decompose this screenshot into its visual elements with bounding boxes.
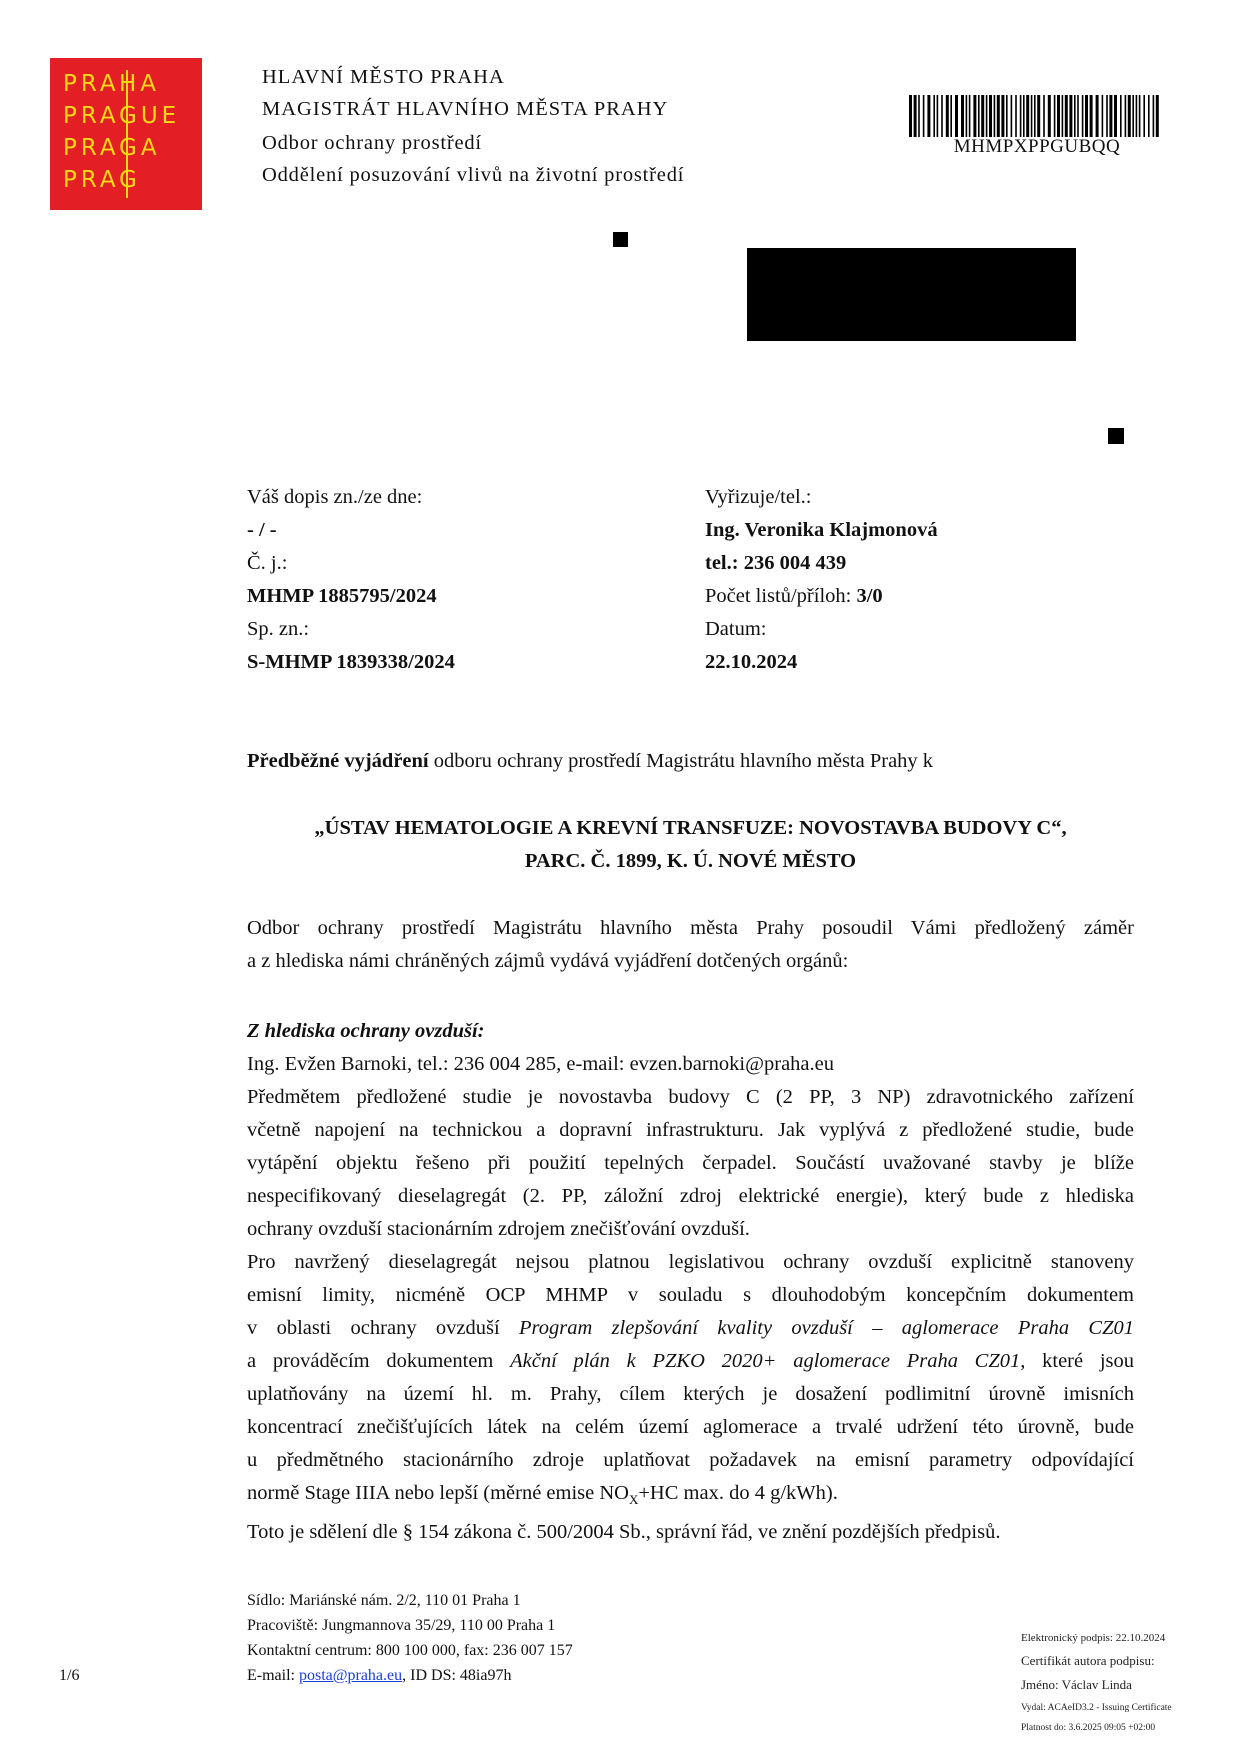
id-ds: , ID DS: 48ia97h: [402, 1667, 512, 1684]
text-line: Odbor ochrany prostředí Magistrátu hlavního města Prahy posoudil Vámi předložený záměr: [247, 917, 1134, 939]
handler-label: Vyřizuje/tel.:: [705, 486, 812, 508]
barcode-bar: [1102, 95, 1104, 137]
barcode-image: [909, 95, 1165, 137]
text-line: Předmětem předložené studie je novostavba budovy C (2 PP, 3 NP) zdravotnického zařízení: [247, 1086, 1134, 1108]
text-line: vytápění objektu řešeno při použití tepelných čerpadel. Součástí uvažované stavby je blíže: [247, 1152, 1134, 1174]
barcode-bar: [933, 95, 935, 137]
date-value: 22.10.2024: [705, 651, 798, 673]
barcode-bar: [1034, 95, 1036, 137]
logo-row: [63, 133, 161, 163]
date-label: Datum:: [705, 618, 767, 640]
your-letter-label: Váš dopis zn./ze dne:: [247, 486, 423, 508]
barcode-bar: [994, 95, 996, 137]
header-department: Odbor ochrany prostředí: [262, 132, 482, 154]
barcode-bar: [1065, 95, 1068, 137]
barcode-bar: [1048, 95, 1051, 137]
intro-bold: Předběžné vyjádření: [247, 750, 429, 772]
cj-value: MHMP 1885795/2024: [247, 585, 437, 607]
barcode-bar: [966, 95, 968, 137]
barcode-bar: [1062, 95, 1064, 137]
barcode-bar: [914, 95, 917, 137]
barcode-bar: [1096, 95, 1099, 137]
footer-contact-center: Kontaktní centrum: 800 100 000, fax: 236 007 157: [247, 1642, 573, 1659]
section-contact: Ing. Evžen Barnoki, tel.: 236 004 285, e-mail: evzen.barnoki@praha.eu: [247, 1053, 835, 1075]
logo-text: PRA: [63, 167, 120, 193]
barcode-bar: [1069, 95, 1072, 137]
document-title: Program zlepšování kvality ovzduší – aglomerace Praha CZ01: [518, 1317, 1134, 1339]
logo-text: PRA: [63, 71, 120, 97]
text-line: emisní limity, nicméně OCP MHMP v souladu s dlouhodobým koncepčním dokumentem: [247, 1284, 1134, 1306]
barcode-bar: [1132, 95, 1134, 137]
text-run: normě Stage IIIA nebo lepší (měrné emise NO: [247, 1482, 629, 1504]
barcode-bar: [1082, 95, 1084, 137]
redaction-mark: [613, 232, 628, 247]
barcode-bar: [1074, 95, 1076, 137]
opening-paragraph: [247, 912, 1134, 978]
logo-text: G: [119, 167, 141, 193]
barcode-bar: [1085, 95, 1088, 137]
barcode-bar: [1153, 95, 1155, 137]
barcode-bar: [969, 95, 971, 137]
header-section: Oddělení posuzování vlivů na životní prostředí: [262, 164, 685, 186]
text-line: [247, 1312, 1134, 1345]
document-title: Akční plán k PZKO 2020+ aglomerace Praha CZ01: [510, 1350, 1021, 1372]
barcode-bar: [1037, 95, 1040, 137]
barcode-bar: [937, 95, 939, 137]
redacted-address: [747, 248, 1076, 341]
barcode-bar: [1128, 95, 1131, 137]
barcode-bar: [1001, 95, 1004, 137]
header-magistrate: MAGISTRÁT HLAVNÍHO MĚSTA PRAHY: [262, 98, 669, 120]
barcode-bar: [1026, 95, 1029, 137]
text-line: nespecifikovaný dieselagregát (2. PP, záložní zdroj elektrické energie), který bude z hlediska: [247, 1185, 1134, 1207]
barcode-bar: [1136, 95, 1138, 137]
text-line: Pro navržený dieselagregát nejsou platnou legislativou ochrany ovzduší explicitně stanoveny: [247, 1251, 1134, 1273]
text-run: a prováděcím dokumentem: [247, 1350, 511, 1372]
barcode-bar: [946, 95, 949, 137]
barcode-bar: [981, 95, 984, 137]
signature-cert-label: Certifikát autora podpisu:: [1021, 1653, 1155, 1668]
text-run: v oblasti ochrany ovzduší: [247, 1317, 519, 1339]
barcode-bar: [1043, 95, 1045, 137]
text-line: včetně napojení na technickou a dopravní infrastrukturu. Jak vyplývá z předložené studie, bude: [247, 1119, 1134, 1141]
barcode-bar: [961, 95, 964, 137]
text-line: [247, 1345, 1134, 1378]
barcode-bar: [1011, 95, 1013, 137]
handler-phone: tel.: 236 004 439: [705, 552, 847, 574]
barcode-bar: [1090, 95, 1093, 137]
barcode-bar: [1077, 95, 1079, 137]
text-line: a z hlediska námi chráněných zájmů vydává vyjádření dotčených orgánů:: [247, 950, 849, 972]
barcode-bar: [978, 95, 980, 137]
barcode-bar: [989, 95, 992, 137]
barcode-bar: [1139, 95, 1141, 137]
barcode-bar: [1125, 95, 1127, 137]
subscript: X: [628, 1492, 639, 1508]
barcode-bar: [1156, 95, 1159, 137]
text-run: , které jsou: [1020, 1350, 1134, 1372]
footer-seat: Sídlo: Mariánské nám. 2/2, 110 01 Praha 1: [247, 1592, 521, 1609]
text-line: Toto je sdělení dle § 154 zákona č. 500/2004 Sb., správní řád, ve znění pozdějších předpisů.: [247, 1521, 1001, 1544]
project-title-line1: „ÚSTAV HEMATOLOGIE A KREVNÍ TRANSFUZE: NOVOSTAVBA BUDOVY C“,: [314, 817, 1067, 839]
barcode-bar: [997, 95, 1000, 137]
footer-workplace: Pracoviště: Jungmannova 35/29, 110 00 Praha 1: [247, 1617, 556, 1634]
logo-row: [63, 101, 180, 131]
spzn-value: S-MHMP 1839338/2024: [247, 651, 455, 673]
text-line: ochrany ovzduší stacionárním zdrojem znečišťování ovzduší.: [247, 1218, 750, 1240]
section-heading: Z hlediska ochrany ovzduší:: [247, 1020, 485, 1042]
project-title-line2: PARC. Č. 1899, K. Ú. NOVÉ MĚSTO: [524, 850, 857, 872]
text-line: u předmětného stacionárního zdroje uplatňovat požadavek na emisní parametry odpovídající: [247, 1449, 1134, 1471]
barcode-bar: [1020, 95, 1022, 137]
intro-rest: odboru ochrany prostředí Magistrátu hlavního města Prahy k: [428, 750, 934, 772]
barcode-bar: [918, 95, 920, 137]
barcode-bar: [941, 95, 943, 137]
signature-name: Jméno: Václav Linda: [1021, 1677, 1132, 1692]
signature-date: Elektronický podpis: 22.10.2024: [1021, 1632, 1166, 1644]
barcode-bar: [1114, 95, 1117, 137]
signature-issuer: Vydal: ACAeID3.2 - Issuing Certificate: [1021, 1703, 1172, 1713]
text-line: [247, 1477, 1134, 1516]
logo-text: GUE: [119, 103, 181, 129]
redaction-mark: [1108, 428, 1124, 444]
praha-logo: [50, 58, 202, 210]
your-letter-value: - / -: [247, 519, 277, 541]
logo-row: [63, 165, 141, 195]
barcode-bar: [1057, 95, 1060, 137]
barcode-bar: [1109, 95, 1112, 137]
barcode-bar: [909, 95, 912, 137]
sheets-label: Počet listů/příloh:: [705, 585, 857, 607]
barcode-bar: [1015, 95, 1017, 137]
barcode-bar: [927, 95, 930, 137]
barcode-bar: [973, 95, 976, 137]
logo-text: GA: [119, 135, 161, 161]
header-city: HLAVNÍ MĚSTO PRAHA: [262, 66, 505, 88]
barcode-bar: [955, 95, 958, 137]
barcode-bar: [923, 95, 925, 137]
text-line: uplatňovány na území hl. m. Prahy, cílem kterých je dosažení podlimitní úrovně imisních: [247, 1383, 1134, 1405]
barcode-bar: [1106, 95, 1108, 137]
barcode-bar: [1120, 95, 1122, 137]
barcode-bar: [1148, 95, 1150, 137]
text-line: koncentrací znečišťujících látek na celém území aglomerace a trvalé udržení této úrovně, bude: [247, 1416, 1134, 1438]
air-section: [247, 1015, 1134, 1549]
barcode-bar: [1006, 95, 1008, 137]
logo-text: HA: [119, 71, 161, 97]
logo-text: PRA: [63, 135, 120, 161]
barcode-bar: [1031, 95, 1033, 137]
sheets-value: 3/0: [856, 585, 883, 607]
barcode-bar: [986, 95, 988, 137]
email-link[interactable]: posta@praha.eu: [298, 1667, 403, 1684]
spzn-label: Sp. zn.:: [247, 618, 310, 640]
page-number: 1/6: [59, 1667, 80, 1684]
intro-line: [247, 750, 933, 773]
barcode-bar: [1023, 95, 1025, 137]
sheets-count: [705, 585, 883, 608]
text-run: +HC max. do 4 g/kWh).: [638, 1482, 838, 1504]
barcode-bar: [1054, 95, 1056, 137]
cj-label: Č. j.:: [247, 552, 288, 574]
logo-row: [63, 69, 160, 99]
barcode-bar: [1143, 95, 1145, 137]
barcode-bar: [950, 95, 952, 137]
email-label: E-mail:: [247, 1667, 299, 1684]
signature-validity: Platnost do: 3.6.2025 09:05 +02:00: [1021, 1723, 1156, 1733]
footer-email: [247, 1667, 511, 1685]
logo-text: PRA: [63, 103, 120, 129]
handler-name: Ing. Veronika Klajmonová: [705, 519, 938, 541]
barcode-code: MHMPXPPGUBQQ: [953, 136, 1121, 157]
